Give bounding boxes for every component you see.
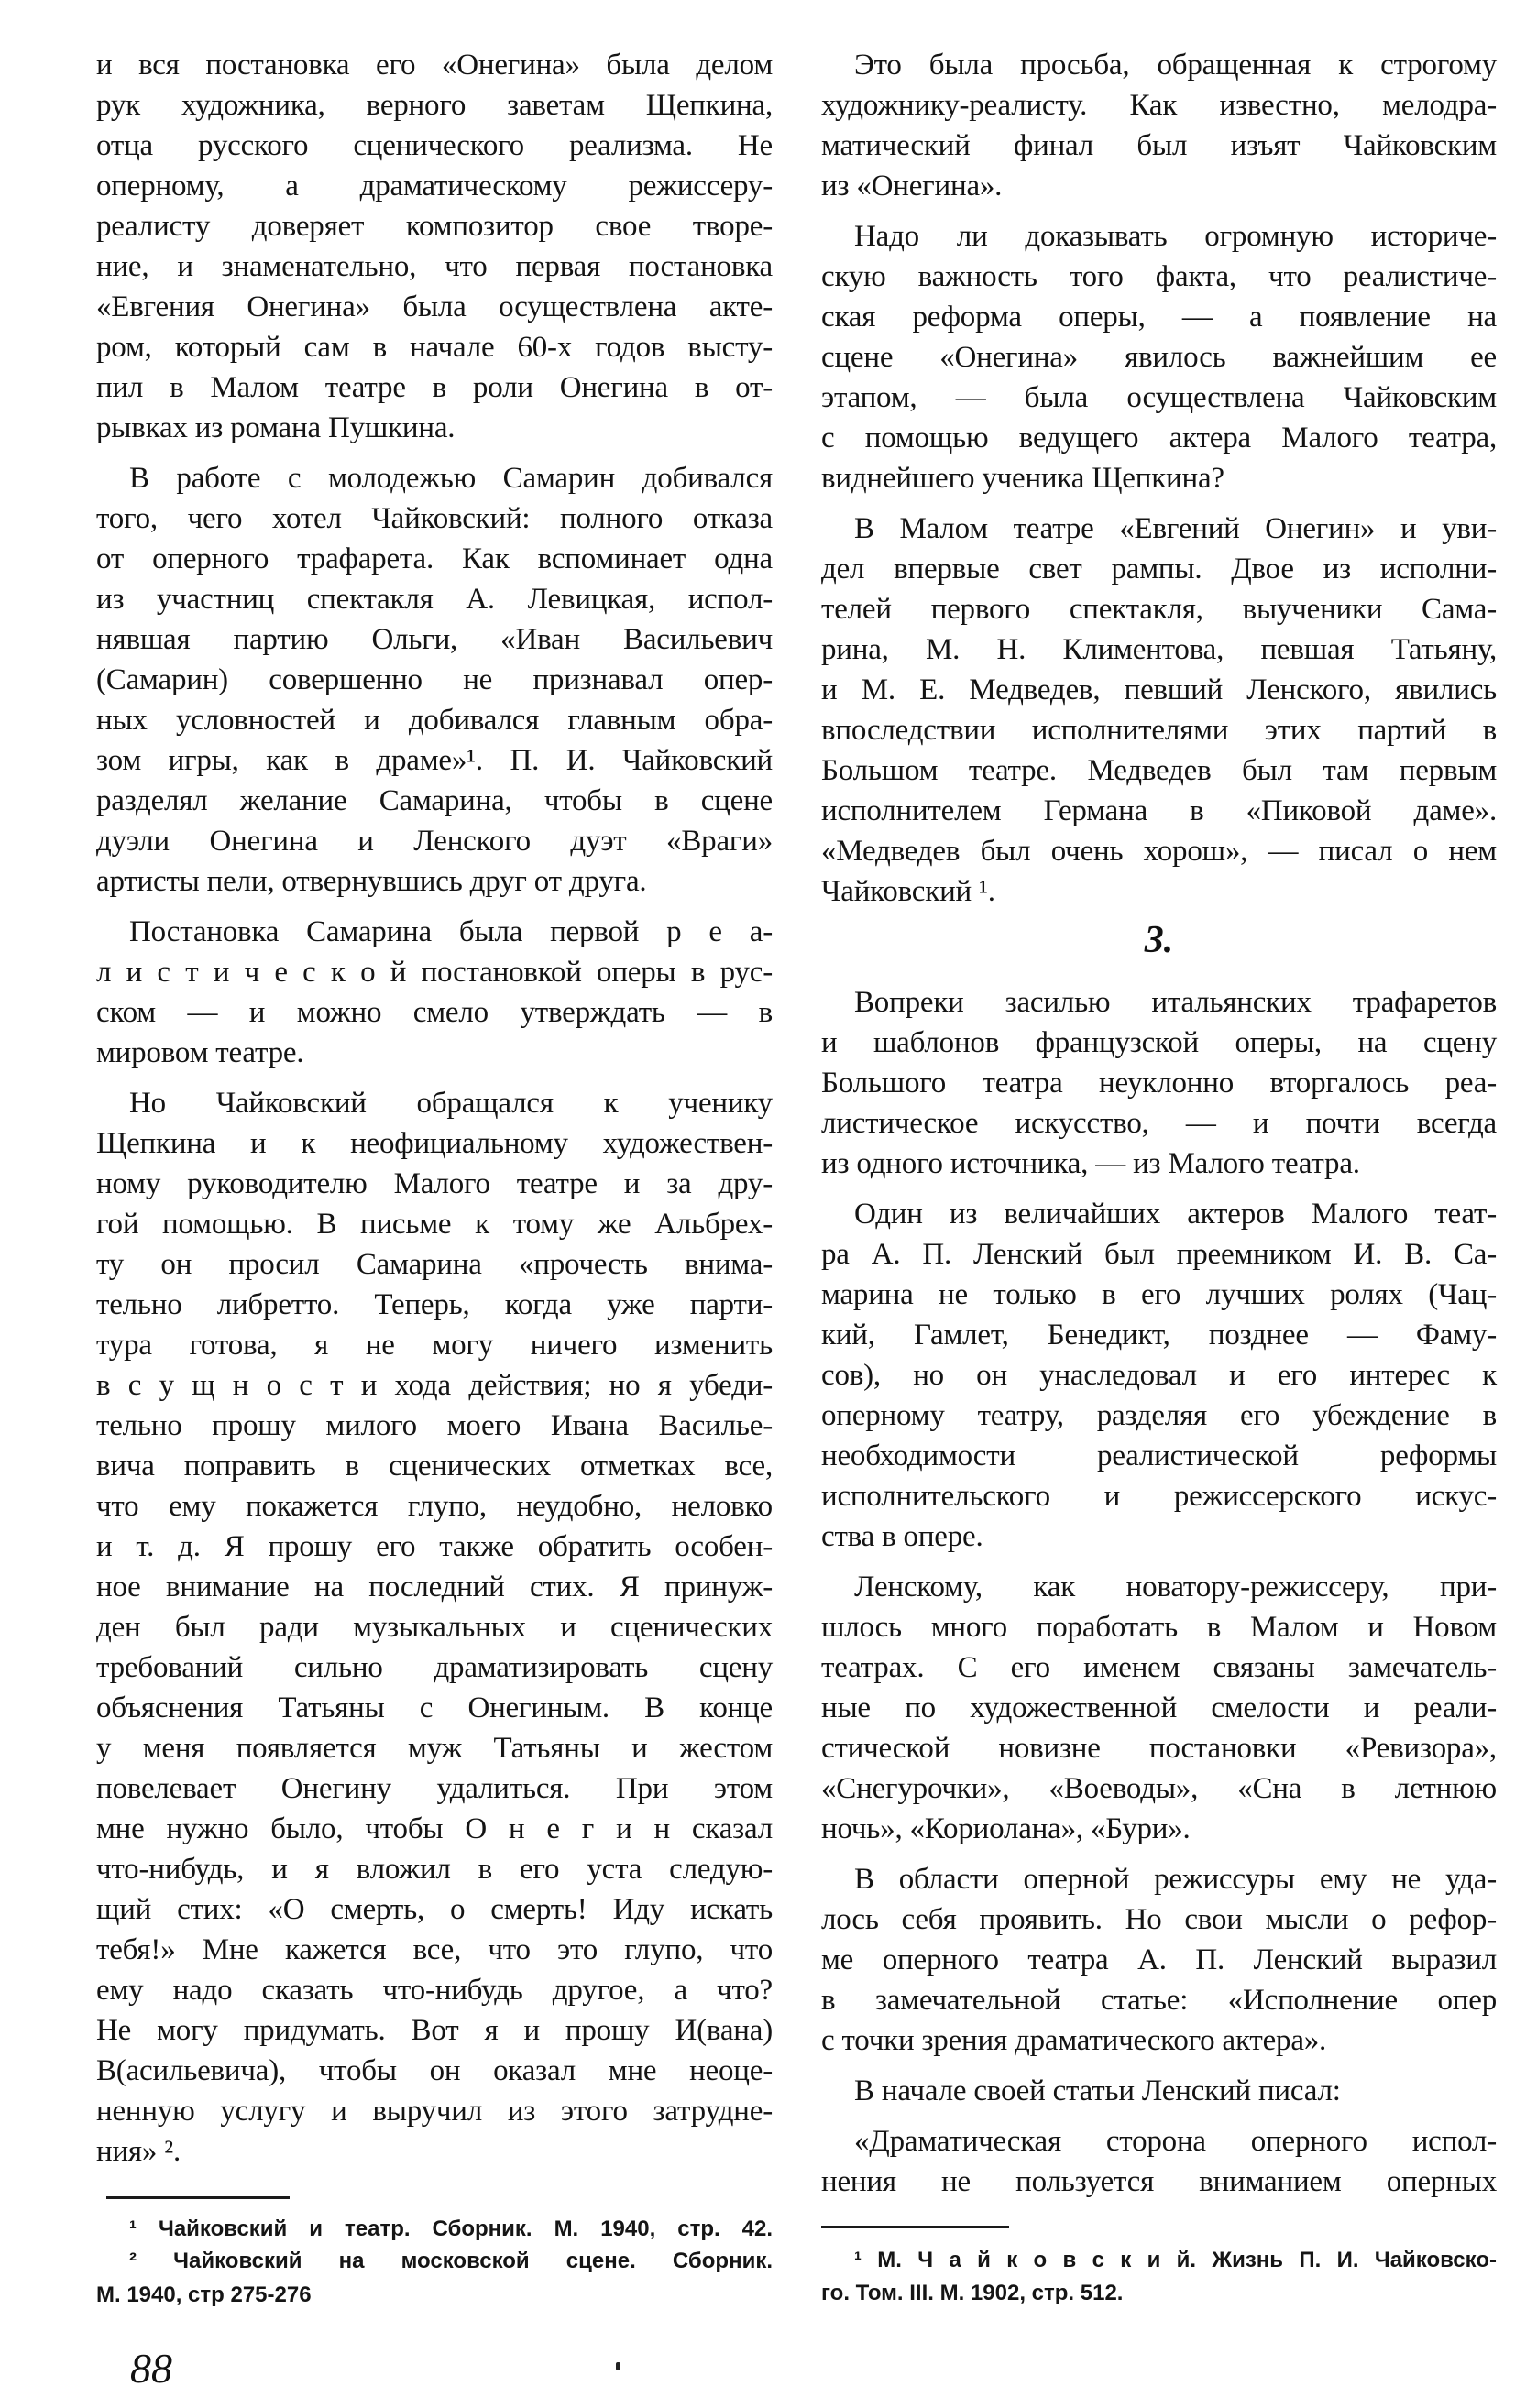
text-line: ние, и знаменательно, что первая постановка bbox=[96, 250, 773, 283]
text-line: разделял желание Самарина, чтобы в сцене bbox=[96, 784, 773, 817]
text-line: сцене «Онегина» явилось важнейшим ее bbox=[821, 341, 1497, 374]
text-line: Это была просьба, обращенная к строгому bbox=[854, 49, 1497, 82]
footnote: ¹ Чайковский и театр. Сборник. М. 1940, стр. 42. bbox=[129, 2216, 773, 2241]
text-line: оперному театру, разделяя его убеждение в bbox=[821, 1399, 1497, 1432]
section-heading: 3. bbox=[1144, 919, 1174, 961]
text-line: из участниц спектакля А. Левицкая, испол- bbox=[96, 583, 773, 616]
footnote-rule bbox=[106, 2196, 290, 2199]
text-line: Вопреки засилью итальянских трафаретов bbox=[854, 986, 1497, 1019]
footnote: М. 1940, стр 275-276 bbox=[96, 2282, 312, 2307]
text-line: зом игры, как в драме»¹. П. И. Чайковский bbox=[96, 744, 773, 777]
text-line: оперному, а драматическому режиссеру- bbox=[96, 170, 773, 202]
text-line: стической новизне постановки «Ревизора», bbox=[821, 1732, 1497, 1765]
text-line: лось себя проявить. Но свои мысли о рефор- bbox=[821, 1903, 1497, 1936]
text-line: гой помощью. В письме к тому же Альбрех- bbox=[96, 1208, 773, 1241]
text-line: Постановка Самарина была первой р е а- bbox=[129, 915, 773, 948]
text-line: «Снегурочки», «Воеводы», «Сна в летнюю bbox=[821, 1772, 1497, 1805]
text-line: пил в Малом театре в роли Онегина в от- bbox=[96, 371, 773, 404]
text-line: впоследствии исполнителями этих партий в bbox=[821, 714, 1497, 747]
text-line: «Евгения Онегина» была осуществлена акте- bbox=[96, 290, 773, 323]
left-column bbox=[96, 0, 773, 2408]
text-line: ском — и можно смело утверждать — в bbox=[96, 996, 773, 1029]
text-line: что ему покажется глупо, неудобно, неловко bbox=[96, 1490, 773, 1523]
text-line: этапом, — была осуществлена Чайковским bbox=[821, 381, 1497, 414]
text-line: мне нужно было, чтобы О н е г и н сказал bbox=[96, 1812, 773, 1845]
text-line: из одного источника, — из Малого театра. bbox=[821, 1147, 1360, 1180]
text-line: сов), но он унаследовал и его интерес к bbox=[821, 1359, 1497, 1392]
text-line: и вся постановка его «Онегина» была делом bbox=[96, 49, 773, 82]
text-line: (Самарин) совершенно не признавал опер- bbox=[96, 663, 773, 696]
text-line: Щепкина и к неофициальному художествен- bbox=[96, 1127, 773, 1160]
text-line: артисты пели, отвернувшись друг от друга. bbox=[96, 865, 647, 898]
text-line: телей первого спектакля, выученики Сама- bbox=[821, 593, 1497, 626]
text-line: ден был ради музыкальных и сценических bbox=[96, 1611, 773, 1644]
text-line: требований сильно драматизировать сцену bbox=[96, 1651, 773, 1684]
text-line: Но Чайковский обращался к ученику bbox=[129, 1087, 773, 1120]
footnote-rule bbox=[821, 2226, 1009, 2228]
text-line: Не могу придумать. Вот я и прошу И(вана) bbox=[96, 2014, 773, 2047]
text-line: ному руководителю Малого театре и за дру- bbox=[96, 1167, 773, 1200]
text-line: ных условностей и добивался главным обра- bbox=[96, 704, 773, 737]
text-line: Ленскому, как новатору-режиссеру, при- bbox=[854, 1571, 1497, 1604]
text-line: Большого театра неуклонно вторгалось реа- bbox=[821, 1067, 1497, 1100]
text-line: тура готова, я не могу ничего изменить bbox=[96, 1329, 773, 1362]
text-line: нявшая партию Ольги, «Иван Васильевич bbox=[96, 623, 773, 656]
text-line: В области оперной режиссуры ему не уда- bbox=[854, 1863, 1497, 1896]
print-speck bbox=[616, 2362, 620, 2370]
text-line: от оперного трафарета. Как вспоминает одна bbox=[96, 542, 773, 575]
text-line: Надо ли доказывать огромную историче- bbox=[854, 220, 1497, 253]
text-line: Чайковский ¹. bbox=[821, 875, 995, 908]
text-line: объяснения Татьяны с Онегиным. В конце bbox=[96, 1691, 773, 1724]
text-line: у меня появляется муж Татьяны и жестом bbox=[96, 1732, 773, 1765]
text-line: ра А. П. Ленский был преемником И. В. Са- bbox=[821, 1238, 1497, 1271]
text-line: с точки зрения драматического актера». bbox=[821, 2024, 1327, 2057]
text-line: тебя!» Мне кажется все, что это глупо, что bbox=[96, 1933, 773, 1966]
text-line: рук художника, верного заветам Щепкина, bbox=[96, 89, 773, 122]
text-line: в замечательной статье: «Исполнение опер bbox=[821, 1984, 1497, 2017]
text-line: ночь», «Кориолана», «Бури». bbox=[821, 1812, 1191, 1845]
text-line: и т. д. Я прошу его также обратить особен- bbox=[96, 1530, 773, 1563]
text-line: шлось много поработать в Малом и Новом bbox=[821, 1611, 1497, 1644]
text-line: рывках из романа Пушкина. bbox=[96, 411, 456, 444]
text-line: необходимости реалистической реформы bbox=[821, 1439, 1497, 1472]
text-line: театрах. С его именем связаны замечатель- bbox=[821, 1651, 1497, 1684]
footnote: ¹ М. Ч а й к о в с к и й. Жизнь П. И. Чайковско- bbox=[854, 2248, 1497, 2272]
text-line: того, чего хотел Чайковский: полного отказа bbox=[96, 502, 773, 535]
text-line: что-нибудь, и я вложил в его уста следую- bbox=[96, 1853, 773, 1886]
text-line: реалисту доверяет композитор свое творе- bbox=[96, 210, 773, 243]
page-number: 88 bbox=[130, 2345, 172, 2392]
text-line: щий стих: «О смерть, о смерть! Иду искать bbox=[96, 1893, 773, 1926]
text-line: рина, М. Н. Климентова, певшая Татьяну, bbox=[821, 633, 1497, 666]
text-line: В работе с молодежью Самарин добивался bbox=[129, 462, 773, 495]
text-line: с помощью ведущего актера Малого театра, bbox=[821, 421, 1497, 454]
text-line: матический финал был изъят Чайковским bbox=[821, 129, 1497, 162]
text-line: кий, Гамлет, Бенедикт, позднее — Фаму- bbox=[821, 1319, 1497, 1352]
text-line: ему надо сказать что-нибудь другое, а что? bbox=[96, 1974, 773, 2007]
text-line: Один из величайших актеров Малого теат- bbox=[854, 1198, 1497, 1231]
text-line: ром, который сам в начале 60-х годов высту- bbox=[96, 331, 773, 364]
footnote: ² Чайковский на московской сцене. Сборник. bbox=[129, 2249, 773, 2273]
text-line: ская реформа оперы, — а появление на bbox=[821, 301, 1497, 334]
text-line: ния» ². bbox=[96, 2135, 181, 2168]
text-line: В Малом театре «Евгений Онегин» и уви- bbox=[854, 512, 1497, 545]
text-line: ства в опере. bbox=[821, 1520, 983, 1553]
text-line: тельно либретто. Теперь, когда уже парти- bbox=[96, 1288, 773, 1321]
text-line: нения не пользуется вниманием оперных bbox=[821, 2165, 1497, 2198]
text-line: листическое искусство, — и почти всегда bbox=[821, 1107, 1497, 1140]
text-line: вича поправить в сценических отметках все, bbox=[96, 1450, 773, 1483]
text-line: ме оперного театра А. П. Ленский выразил bbox=[821, 1943, 1497, 1976]
text-line: отца русского сценического реализма. Не bbox=[96, 129, 773, 162]
text-line: В начале своей статьи Ленский писал: bbox=[854, 2074, 1341, 2107]
text-line: Большом театре. Медведев был там первым bbox=[821, 754, 1497, 787]
text-line: тельно прошу милого моего Ивана Василье- bbox=[96, 1409, 773, 1442]
text-line: «Медведев был очень хорош», — писал о нем bbox=[821, 835, 1497, 868]
right-column bbox=[821, 0, 1497, 2408]
footnote: го. Том. III. М. 1902, стр. 512. bbox=[821, 2281, 1124, 2305]
text-line: виднейшего ученика Щепкина? bbox=[821, 462, 1224, 495]
text-line: «Драматическая сторона оперного испол- bbox=[854, 2125, 1497, 2158]
text-line: в с у щ н о с т и хода действия; но я убеди- bbox=[96, 1369, 773, 1402]
text-line: В(асильевича), чтобы он оказал мне неоце- bbox=[96, 2054, 773, 2087]
text-line: мировом театре. bbox=[96, 1036, 304, 1069]
text-line: исполнительского и режиссерского искус- bbox=[821, 1480, 1497, 1513]
text-line: повелевает Онегину удалиться. При этом bbox=[96, 1772, 773, 1805]
text-line: марина не только в его лучших ролях (Чац- bbox=[821, 1278, 1497, 1311]
text-line: дел впервые свет рампы. Двое из исполни- bbox=[821, 553, 1497, 586]
text-line: исполнителем Германа в «Пиковой даме». bbox=[821, 794, 1497, 827]
text-line: ту он просил Самарина «прочесть внима- bbox=[96, 1248, 773, 1281]
text-line: из «Онегина». bbox=[821, 170, 1003, 202]
text-line: л и с т и ч е с к о й постановкой оперы в рус- bbox=[96, 956, 773, 989]
text-line: ные по художественной смелости и реали- bbox=[821, 1691, 1497, 1724]
text-line: скую важность того факта, что реалистиче- bbox=[821, 260, 1497, 293]
text-line: ненную услугу и выручил из этого затрудне- bbox=[96, 2095, 773, 2128]
text-line: дуэли Онегина и Ленского дуэт «Враги» bbox=[96, 825, 773, 858]
text-line: художнику-реалисту. Как известно, мелодра- bbox=[821, 89, 1497, 122]
text-line: и шаблонов французской оперы, на сцену bbox=[821, 1026, 1497, 1059]
text-line: ное внимание на последний стих. Я принуж- bbox=[96, 1571, 773, 1604]
text-line: и М. Е. Медведев, певший Ленского, явились bbox=[821, 673, 1497, 706]
